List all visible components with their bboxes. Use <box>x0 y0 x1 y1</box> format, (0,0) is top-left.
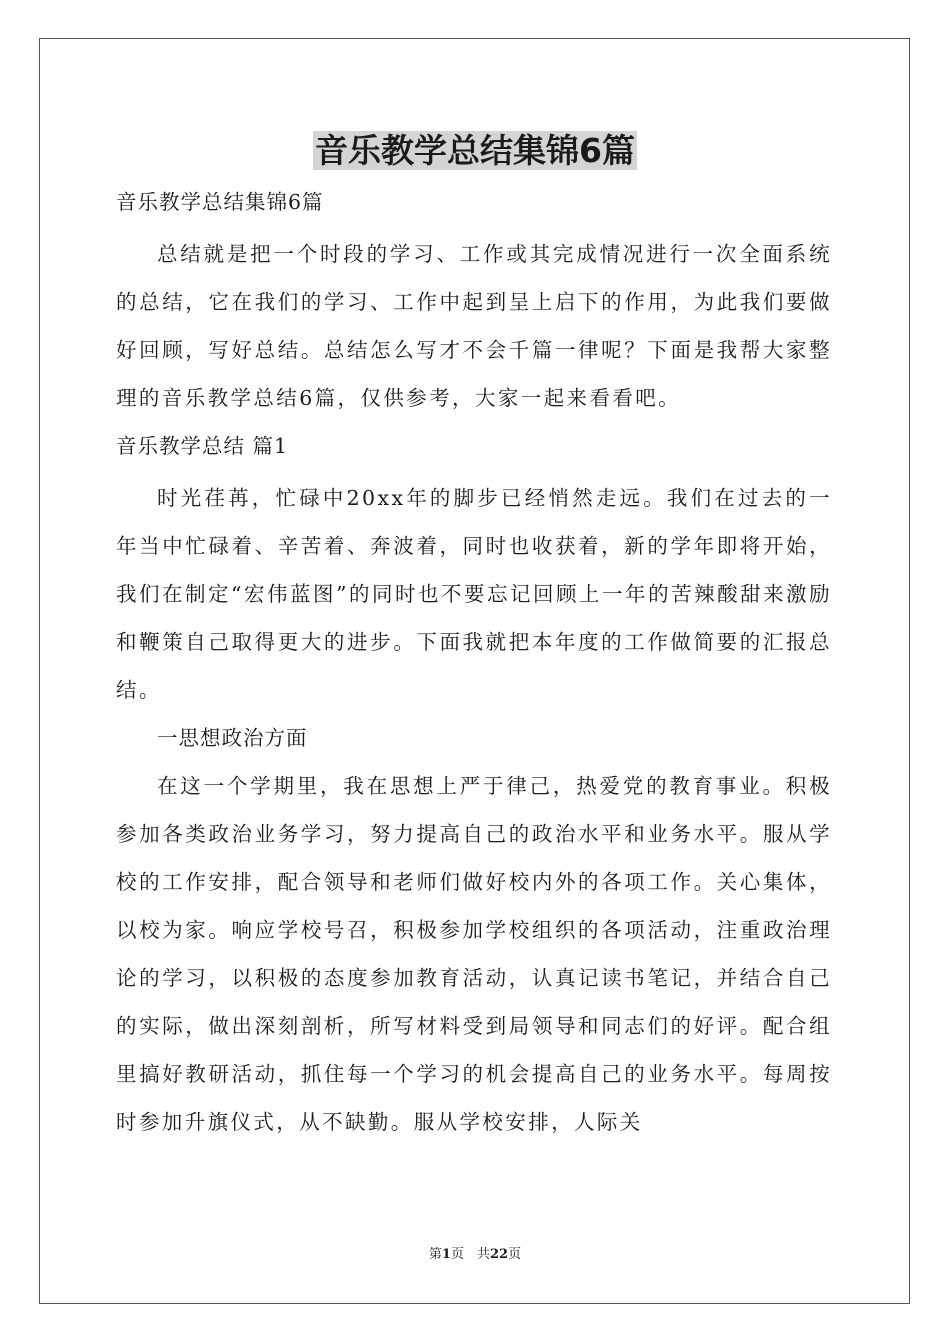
document-title-text: 音乐教学总结集锦6篇 <box>315 131 635 170</box>
intro-paragraph: 总结就是把一个时段的学习、工作或其完成情况进行一次全面系统的总结，它在我们的学习、工作中起到呈上启下的作用，为此我们要做好回顾，写好总结。总结怎么写才不会千篇一律呢？下面是我帮大家整理的音乐教学总结6篇，仅供参考，大家一起来看看吧。 <box>116 242 832 410</box>
section-paragraph-2: 在这一个学期里，我在思想上严于律己，热爱党的教育事业。积极参加各类政治业务学习，努力提高自己的政治水平和业务水平。服从学校的工作安排，配合领导和老师们做好校内外的各项工作。关心集体，以校为家。响应学校号召，积极参加学校组织的各项活动，注重政治理论的学习，以积极的态度参加教育活动，认真记读书笔记，并结合自己的实际，做出深刻剖析，所写材料受到局领导和同志们的好评。配合组里搞好教研活动，抓住每一个学习的机会提高自己的业务水平。每周按时参加升旗仪式，从不缺勤。服从学校安排，人际关 <box>116 774 832 1134</box>
page-mid: 页 共 <box>450 1247 490 1262</box>
page-suffix: 页 <box>508 1247 522 1262</box>
page-current: 1 <box>441 1247 451 1262</box>
document-subtitle: 音乐教学总结集锦6篇 <box>116 190 324 214</box>
document-body <box>116 178 832 1146</box>
page-total: 22 <box>489 1247 509 1262</box>
section-paragraph: 时光荏苒，忙碌中20xx年的脚步已经悄然走远。我们在过去的一年当中忙碌着、辛苦着、奔波着，同时也收获着，新的学年即将开始，我们在制定“宏伟蓝图”的同时也不要忘记回顾上一年的苦辣酸甜来激励和鞭策自己取得更大的进步。下面我就把本年度的工作做简要的汇报总结。 <box>116 486 832 702</box>
page-prefix: 第 <box>428 1247 442 1262</box>
section-heading: 音乐教学总结 篇1 <box>116 434 289 458</box>
document-title <box>0 128 950 174</box>
page-footer <box>0 1245 950 1265</box>
subsection-heading: 一思想政治方面 <box>157 726 308 750</box>
